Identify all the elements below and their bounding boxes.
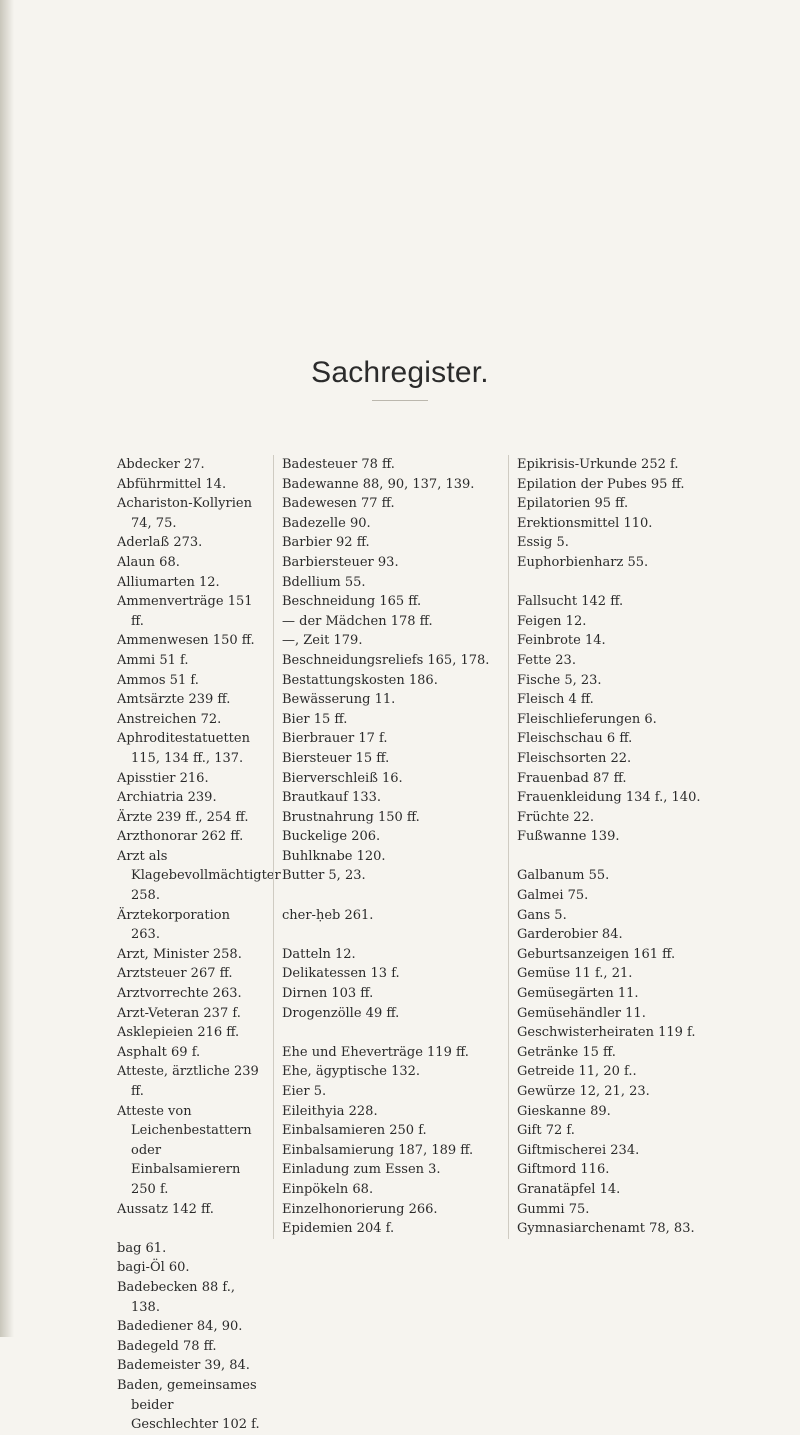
index-entry: Datteln 12. (282, 946, 356, 962)
index-entry: Früchte 22. (517, 809, 594, 825)
index-entry: Badediener 84, 90. (117, 1319, 243, 1335)
index-entry: Epidemien 204 f. (282, 1221, 395, 1237)
index-entry: Gemüsegärten 11. (517, 986, 639, 1002)
section-gap (282, 886, 492, 906)
index-entry: Epikrisis-Urkunde 252 f. (517, 457, 679, 472)
index-entry: Biersteuer 15 ff. (282, 750, 390, 766)
index-entry: bagi-Öl 60. (117, 1260, 190, 1276)
section-gap (282, 1023, 492, 1043)
index-entry: Archiatria 239. (117, 790, 217, 806)
index-entry: Barbier 92 ff. (282, 535, 370, 551)
index-entry: Fische 5, 23. (517, 672, 602, 688)
index-entry: Badezelle 90. (282, 515, 371, 531)
index-entry: Galbanum 55. (517, 868, 610, 884)
index-entry: Badebecken 88 f., 138. (117, 1279, 235, 1315)
index-entry: Ammenverträge 151 ff. (117, 594, 253, 629)
index-entry: Atteste, ärztliche 239 ff. (117, 1064, 259, 1099)
index-entry: Getreide 11, 20 f.. (517, 1064, 637, 1080)
index-entry: Ammos 51 f. (117, 672, 199, 688)
index-entry: Essig 5. (517, 535, 569, 551)
index-entry: Bademeister 39, 84. (117, 1358, 250, 1374)
page-title: Sachregister. (311, 356, 489, 389)
index-entry: Fette 23. (517, 652, 576, 668)
index-entry: Apisstier 216. (117, 770, 209, 786)
index-entry: Gemüsehändler 11. (517, 1005, 646, 1021)
index-entry: Epilatorien 95 ff. (517, 496, 629, 512)
index-entry: Dirnen 103 ff. (282, 986, 374, 1002)
index-entry: Aderlaß 273. (117, 535, 203, 551)
index-entry: Frauenbad 87 ff. (517, 770, 627, 786)
index-entry: Fleischlieferungen 6. (517, 711, 657, 727)
index-entry: Asklepieien 216 ff. (117, 1025, 240, 1041)
index-entry: Alaun 68. (117, 554, 180, 570)
section-gap (517, 847, 747, 867)
index-entry: Ärztekorporation 263. (117, 907, 230, 943)
index-entry: Baden, gemeinsames beider Geschlechter 102 f. (117, 1377, 260, 1433)
index-entry: Arztsteuer 267 ff. (117, 966, 233, 982)
index-entry: Barbiersteuer 93. (282, 554, 399, 570)
index-entry: Fleischsorten 22. (517, 750, 632, 766)
index-entry: Fleisch 4 ff. (517, 692, 594, 708)
index-entry: Butter 5, 23. (282, 868, 366, 884)
index-entry: Delikatessen 13 f. (282, 966, 400, 982)
index-entry: Einladung zum Essen 3. (282, 1162, 441, 1178)
index-entry: Bdellium 55. (282, 574, 366, 590)
index-entry: Gymnasiarchenamt 78, 83. (517, 1221, 695, 1237)
index-entry: Asphalt 69 f. (117, 1044, 201, 1060)
index-entry: Feigen 12. (517, 613, 587, 629)
index-entry: Eileithyia 228. (282, 1103, 378, 1119)
index-entry: bag 61. (117, 1240, 167, 1256)
index-entry: Garderobier 84. (517, 927, 623, 943)
index-entry: Gans 5. (517, 907, 567, 923)
index-entry: Bewässerung 11. (282, 692, 396, 708)
index-entry: Brautkauf 133. (282, 790, 382, 806)
index-entry: Arzt, Minister 258. (117, 946, 242, 962)
index-entry: Buhlknabe 120. (282, 848, 386, 864)
index-entry: Brustnahrung 150 ff. (282, 809, 420, 825)
index-entry: Ehe, ägyptische 132. (282, 1064, 421, 1080)
index-entry: Granatäpfel 14. (517, 1181, 621, 1197)
index-entry: Galmei 75. (517, 888, 589, 904)
index-entry: Ammi 51 f. (117, 652, 189, 668)
index-entry: Atteste von Leichenbestattern oder Einbalsamierern 250 f. (117, 1103, 252, 1197)
index-entry: Bier 15 ff. (282, 711, 348, 727)
index-entry: Alliumarten 12. (117, 574, 220, 590)
index-entry: Arzt-Veteran 237 f. (117, 1005, 241, 1021)
section-gap (282, 925, 492, 945)
index-entry: Badewesen 77 ff. (282, 496, 395, 512)
index-column-1 (117, 455, 281, 1435)
index-entry: Buckelige 206. (282, 829, 381, 845)
index-entry: Arzthonorar 262 ff. (117, 829, 244, 845)
index-entry: Badegeld 78 ff. (117, 1338, 217, 1354)
index-entry: cher-ḥeb 261. (282, 907, 374, 923)
index-entry: Epilation der Pubes 95 ff. (517, 476, 685, 492)
index-column-3 (508, 455, 747, 1239)
index-entry: Drogenzölle 49 ff. (282, 1005, 400, 1021)
index-entry: Gewürze 12, 21, 23. (517, 1084, 650, 1099)
index-entry: Amtsärzte 239 ff. (117, 692, 231, 708)
index-entry: Ärzte 239 ff., 254 ff. (117, 809, 249, 825)
index-entry: Ammenwesen 150 ff. (117, 633, 255, 649)
index-entry: Arztvorrechte 263. (117, 986, 242, 1002)
index-entry: Giftmord 116. (517, 1162, 610, 1178)
page-edge-shadow (0, 0, 14, 1337)
index-entry: Badewanne 88, 90, 137, 139. (282, 476, 475, 492)
index-entry: Einpökeln 68. (282, 1181, 374, 1197)
index-entry: Abdecker 27. (117, 457, 205, 472)
title-rule (372, 400, 428, 401)
index-entry: Beschneidung 165 ff. (282, 594, 422, 610)
index-entry: Einbalsamierung 187, 189 ff. (282, 1142, 474, 1158)
index-entry: Getränke 15 ff. (517, 1044, 616, 1060)
index-entry: Geschwisterheiraten 119 f. (517, 1025, 696, 1041)
index-entry: Gemüse 11 f., 21. (517, 966, 633, 982)
index-entry: Fußwanne 139. (517, 829, 620, 845)
index-entry: —, Zeit 179. (282, 633, 363, 649)
index-entry: Einzelhonorierung 266. (282, 1201, 438, 1217)
index-entry: Einbalsamieren 250 f. (282, 1123, 427, 1139)
index-entry: — der Mädchen 178 ff. (282, 613, 433, 629)
index-entry: Geburtsanzeigen 161 ff. (517, 946, 676, 962)
index-entry: Ehe und Eheverträge 119 ff. (282, 1044, 469, 1060)
section-gap (517, 573, 747, 593)
index-entry: Eier 5. (282, 1084, 327, 1099)
index-entry: Euphorbienharz 55. (517, 554, 649, 570)
index-column-2 (273, 455, 492, 1239)
index-entry: Abführmittel 14. (117, 476, 227, 492)
index-entry: Fallsucht 142 ff. (517, 594, 624, 610)
index-entry: Arzt als Klagebevollmächtigter 258. (117, 848, 281, 904)
index-entry: Gieskanne 89. (517, 1103, 611, 1119)
index-entry: Feinbrote 14. (517, 633, 606, 649)
index-entry: Badesteuer 78 ff. (282, 457, 395, 472)
index-entry: Bestattungskosten 186. (282, 672, 438, 688)
index-entry: Aphroditestatuetten 115, 134 ff., 137. (117, 731, 250, 766)
index-entry: Erektionsmittel 110. (517, 515, 653, 531)
index-entry: Frauenkleidung 134 f., 140. (517, 790, 701, 806)
index-entry: Giftmischerei 234. (517, 1142, 640, 1158)
index-entry: Bierbrauer 17 f. (282, 731, 388, 747)
section-gap (117, 1219, 263, 1239)
index-entry: Beschneidungsreliefs 165, 178. (282, 652, 490, 668)
index-entry: Gift 72 f. (517, 1123, 575, 1139)
index-entry: Gummi 75. (517, 1201, 590, 1217)
index-entry: Bierverschleiß 16. (282, 770, 403, 786)
index-entry: Anstreichen 72. (117, 711, 222, 727)
index-entry: Fleischschau 6 ff. (517, 731, 633, 747)
index-entry: Achariston-Kollyrien 74, 75. (117, 496, 252, 531)
index-entry: Aussatz 142 ff. (117, 1201, 214, 1217)
